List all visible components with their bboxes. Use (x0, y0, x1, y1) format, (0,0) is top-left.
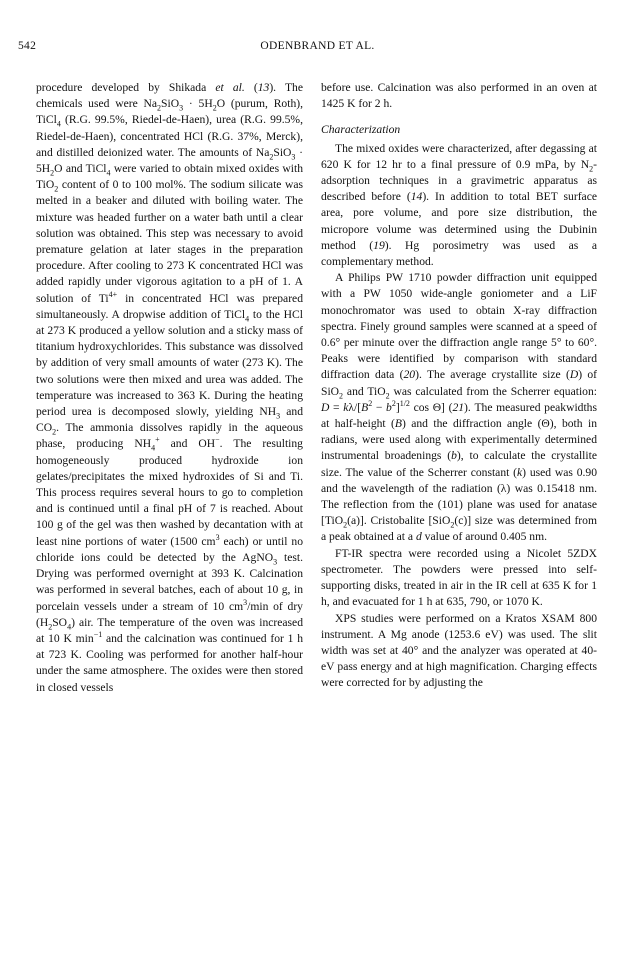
right-paragraph-4: FT-IR spectra were recorded using a Nicolet 5ZDX spectrometer. The powders were pressed into self-supporting disks, treated in air in the IR cell at 635 K for 1 h, and evacuated for 1 h at 635, 790, or 1070 K. (321, 546, 597, 609)
page-number: 542 (18, 40, 37, 52)
left-paragraph-1: procedure developed by Shikada et al. (13). The chemicals used were $Na_2SiO_3 \cdot 5H_2O$ (purum, Roth), TiCl$_4$ (R.G. 99.5%, Riedel-de-Haen), urea (R.G. 99.5%, Riedel-de-Haen), concentrated HCl (R.G. 37%, Merck), and distilled deionized water. The amounts of $Na_2SiO_3 \cdot 5H_2O$ and TiCl$_4$ were varied to obtain mixed oxides with TiO$_2$ content of 0 to 100 mol%. The sodium silicate was melted in a beaker and diluted with boiling water. The mixture was headed further on a water bath until a clear solution was obtained. This step was necessary to avoid premature gelation at later stages in the preparation procedure. After cooling to 273 K concentrated HCl was added rapidly under vigorous agitation to a pH of 1. A solution of $Ti^{4+}$ in concentrated HCl was prepared simultaneously. A dropwise addition of TiCl$_4$ to the HCl at 273 K produced a yellow solution and a sticky mass of titanium hydroxychlorides. This substance was dissolved by addition of very small amounts of water (273 K). The two solutions were then mixed and urea was added. The temperature was increased to 363 K. During the heating period urea is decomposed slowly, yielding $NH_3$ and $CO_2$. The ammonia dissolves rapidly in the aqueous phase, producing $NH_4^+$ and OH−. The resulting homogeneously produced hydroxide ion gelates/precipitates the mixed hydroxides of Si and Ti. This process requires several hours to go to completion and is continued until a final pH of 7 is reached. About 100 g of the gel was then washed by decantation with at least nine portions of water (1500 $cm^3$ each) or until no chloride ions could be detected by the AgNO$_3$ test. Drying was performed overnight at 393 K. Calcination was performed in several batches, each of about 10 g, in porcelain vessels under a stream of 10 $cm^3/\min$ of dry $(H_2SO_4)$ air. The temperature of the oven was increased at 10 K $\min^{-1}$ and the calcination was continued for 1 h at 723 K. Cooling was performed for another half-hour under the same atmosphere. The oxides were then stored in closed vessels (36, 81, 304, 694)
right-paragraph-1: before use. Calcination was also performed in an oven at 1425 K for 2 h. (321, 81, 597, 111)
left-column (36, 80, 303, 696)
right-paragraph-3: A Philips PW 1710 powder diffraction unit equipped with a PW 1050 wide-angle goniometer and a LiF monochromator was used to obtain X-ray diffraction spectra. Finely ground samples were scanned at a speed of 0.6° per minute over the diffraction angle range 5° to 60°. Peaks were identified by comparison with standard diffraction data (20). The average crystallite size (D) of SiO$_2$ and TiO$_2$ was calculated from the Scherrer equation: $D = k\lambda/[B^2 - b^2]^{1/2}$ cos Θ] (21). The measured peakwidths at half-height (B) and the diffraction angle (Θ), both in radians, were used along with experimentally determined instrumental broadenings (b), to calculate the crystallite size. The value of the Scherrer constant (k) used was 0.90 and the wavelength of the radiation (λ) was 0.15418 nm. The reflection from the (101) plane was used for anatase [TiO$_2$(a)]. Cristobalite [SiO$_2$(c)] size was determined from a peak obtained at a d value of around 0.405 nm. (321, 271, 598, 544)
section-heading-characterization: Characterization (321, 123, 401, 137)
right-column (321, 80, 597, 692)
running-head: ODENBRAND ET AL. (260, 40, 375, 52)
right-paragraph-5: XPS studies were performed on a Kratos XSAM 800 instrument. A Mg anode (1253.6 eV) was used. The slit width was set at 40° and the analyzer was operated at 40-eV pass energy and at high magnification. Charging effects were corrected for by adjusting the (321, 611, 597, 690)
right-paragraph-2: The mixed oxides were characterized, after degassing at 620 K for 12 hr to a final pressure of 0.9 mPa, by $N_2$-adsorption techniques in a gravimetric apparatus as described before (14). In addition to total BET surface area, pore volume, and pore size distribution, the micropore volume was determined using the Dubinin method (19). Hg porosimetry was used as a complementary method. (321, 141, 597, 269)
page-header (18, 40, 617, 56)
